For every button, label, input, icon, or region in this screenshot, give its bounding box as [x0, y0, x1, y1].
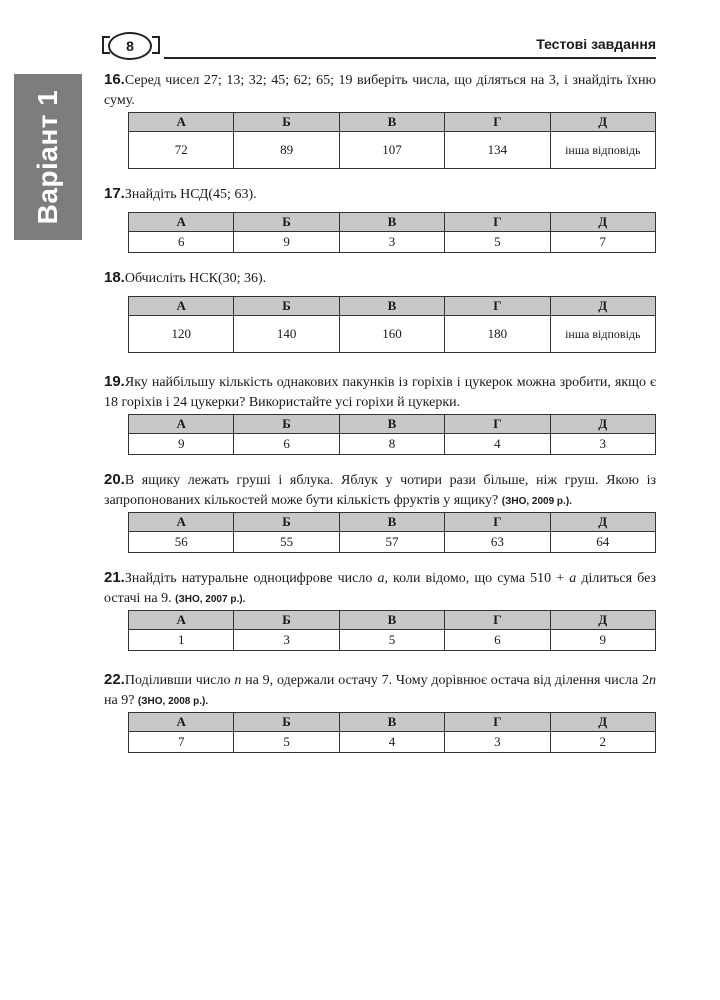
answer-cell[interactable]: інша відповідь [550, 316, 655, 353]
task-21 [104, 568, 657, 647]
section-title: Тестові завдання [536, 36, 656, 52]
answer-cell[interactable]: 64 [550, 532, 655, 553]
answer-cell[interactable]: інша відповідь [550, 132, 655, 169]
answer-table [128, 212, 656, 253]
variable: a [377, 571, 385, 586]
option-letter: А [129, 297, 234, 316]
answer-cell[interactable]: 55 [234, 532, 339, 553]
task-question [104, 470, 656, 512]
task-text: Яку найбільшу кількість однакових пакунків із горіхів і цукерок можна зробити, якщо є 18 горіхів і 24 цукерки? Використайте усі горіхи й цукерки. [104, 375, 656, 410]
option-letter: В [339, 513, 444, 532]
answer-cell[interactable]: 2 [550, 732, 655, 753]
answer-cell[interactable]: 107 [339, 132, 444, 169]
option-letter: Г [445, 297, 550, 316]
task-number: 20. [104, 471, 125, 488]
option-letter: А [129, 415, 234, 434]
answer-cell[interactable]: 3 [234, 630, 339, 651]
answer-cell[interactable]: 4 [339, 732, 444, 753]
option-letter: Д [550, 713, 655, 732]
answer-cell[interactable]: 140 [234, 316, 339, 353]
answer-cell[interactable]: 56 [129, 532, 234, 553]
task-text: Поділивши число [124, 673, 231, 688]
option-letter: В [339, 297, 444, 316]
answer-cell[interactable]: 7 [129, 732, 234, 753]
task-text: Серед чисел 27; 13; 32; 45; 62; 65; 19 виберіть числа, що діляться на 3, і знайдіть їхню суму. [104, 73, 656, 108]
option-letter: В [339, 415, 444, 434]
variable: a [569, 571, 577, 586]
source-note: (ЗНО, 2008 р.). [137, 696, 209, 707]
task-number: 16. [104, 71, 125, 88]
task-question [104, 670, 656, 712]
option-letter: Г [445, 113, 550, 132]
task-text: на 9, одержали остачу 7. Чому дорівнює остача від ділення числа 2 [245, 673, 650, 688]
task-text: ділиться без остачі на 9. [104, 571, 657, 606]
answer-cell[interactable]: 89 [234, 132, 339, 169]
task-19 [104, 372, 656, 451]
option-letter: Д [550, 415, 655, 434]
page-number: 8 [108, 32, 152, 60]
option-letter: В [339, 611, 444, 630]
option-letter: Б [234, 611, 339, 630]
source-note: (ЗНО, 2007 р.). [175, 594, 246, 605]
answer-cell[interactable]: 3 [550, 434, 655, 455]
variable: n [649, 673, 657, 688]
task-text: , коли відомо, що сума 510 + [384, 571, 565, 586]
answer-cell[interactable]: 9 [129, 434, 234, 455]
task-question [104, 568, 656, 610]
task-text: на 9? [104, 693, 135, 708]
answer-cell[interactable]: 6 [445, 630, 550, 651]
task-text: Знайдіть НСД(45; 63). [124, 187, 257, 202]
answer-table [128, 296, 656, 353]
option-letter: Б [234, 297, 339, 316]
answer-cell[interactable]: 57 [339, 532, 444, 553]
option-letter: Б [234, 113, 339, 132]
header-rule [164, 57, 656, 59]
answer-cell[interactable]: 134 [445, 132, 550, 169]
answer-cell[interactable]: 9 [550, 630, 655, 651]
answer-table [128, 414, 656, 455]
option-letter: А [129, 611, 234, 630]
option-letter: Г [445, 513, 550, 532]
answer-cell[interactable]: 8 [339, 434, 444, 455]
option-letter: Б [234, 713, 339, 732]
answer-cell[interactable]: 6 [129, 232, 234, 253]
answer-cell[interactable]: 9 [234, 232, 339, 253]
answer-cell[interactable]: 63 [445, 532, 550, 553]
answer-table [128, 112, 656, 169]
option-letter: Б [234, 415, 339, 434]
task-question [104, 184, 656, 205]
task-text: Обчисліть НСК(30; 36). [124, 271, 267, 286]
variant-side-tab [14, 74, 82, 240]
option-letter: В [339, 713, 444, 732]
variable: n [234, 673, 242, 688]
answer-cell[interactable]: 120 [129, 316, 234, 353]
option-letter: А [129, 513, 234, 532]
option-letter: А [129, 113, 234, 132]
answer-table [128, 512, 656, 553]
task-question [104, 372, 656, 413]
answer-table [128, 610, 656, 651]
answer-table [128, 712, 656, 753]
task-18 [104, 268, 656, 341]
answer-cell[interactable]: 6 [234, 434, 339, 455]
answer-cell[interactable]: 72 [129, 132, 234, 169]
option-letter: А [129, 713, 234, 732]
task-17 [104, 184, 656, 249]
option-letter: Д [550, 513, 655, 532]
page-header [100, 30, 656, 60]
task-text: В ящику лежать груші і яблука. Яблук у чотири рази більше, ніж груш. Якою із запропонованих кількостей може бути кількість фруктів у ящику? [104, 473, 656, 508]
task-number: 19. [104, 373, 125, 390]
variant-label: Варіант 1 [32, 89, 63, 225]
option-letter: Г [445, 611, 550, 630]
option-letter: Д [550, 113, 655, 132]
option-letter: Д [550, 297, 655, 316]
task-22 [104, 670, 657, 749]
task-question [104, 268, 656, 289]
task-20 [104, 470, 656, 549]
answer-cell[interactable]: 7 [550, 232, 655, 253]
answer-cell[interactable]: 5 [445, 232, 550, 253]
task-number: 22. [104, 671, 125, 688]
option-letter: Д [550, 611, 655, 630]
answer-cell[interactable]: 160 [339, 316, 444, 353]
answer-cell[interactable]: 180 [445, 316, 550, 353]
task-question [104, 70, 656, 111]
answer-cell[interactable]: 3 [339, 232, 444, 253]
answer-cell[interactable]: 3 [445, 732, 550, 753]
task-number: 17. [104, 185, 125, 202]
source-note: (ЗНО, 2009 р.). [501, 496, 572, 507]
task-number: 21. [104, 569, 125, 586]
option-letter: Г [445, 415, 550, 434]
option-letter: В [339, 113, 444, 132]
task-number: 18. [104, 269, 125, 286]
option-letter: В [339, 213, 444, 232]
option-letter: Г [445, 713, 550, 732]
answer-cell[interactable]: 1 [129, 630, 234, 651]
task-16 [104, 70, 656, 157]
option-letter: Г [445, 213, 550, 232]
answer-cell[interactable]: 5 [339, 630, 444, 651]
answer-cell[interactable]: 5 [234, 732, 339, 753]
header-bracket-right [152, 36, 160, 54]
task-text: Знайдіть натуральне одноцифрове число [124, 571, 373, 586]
option-letter: А [129, 213, 234, 232]
answer-cell[interactable]: 4 [445, 434, 550, 455]
option-letter: Д [550, 213, 655, 232]
option-letter: Б [234, 213, 339, 232]
option-letter: Б [234, 513, 339, 532]
